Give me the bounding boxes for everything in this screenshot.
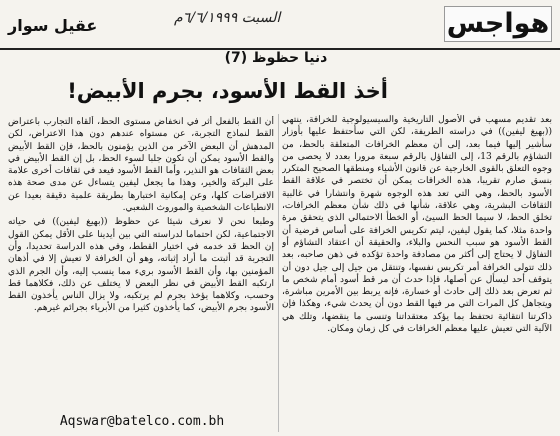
column-divider [278,114,279,432]
column-brand-logo: هواجس [444,6,552,42]
author-name: عقيل سوار [8,16,98,35]
paragraph: بعد تقديم مسهب في الأصول التاريخية والسيسيولوجية للخرافة، ينتهي ((بهيغ ليفين)) في دراسته الطريفة، لكن التي سأحتفظ عليها بأوزار سأشير إليها فيما بعد، إلى أن معظم الخرافات المتعلقة بالحظ، من التشاؤم بالرقم 13، إلى التفاؤل بالرقم سبعة مرورا بعدد لا يحصى من وجوه التعلق بالقوى الخارجية عن قانون الأشياء ومنطقها الصحيح المتكرر بنسق صارم تقريبا، هذه الخرافات يمكن أن تختصر في علاقة القط الأسود بالحظ، وهي التي تعد هذه الوجوه شهرة وانتشارا في غالبية الثقافات البشرية، وهي علاقة، شأنها في ذلك شأن معظم الخرافات، تخلق الحظ، لا سيما الحظ السيئ، أو الخطأ الاحتمالي الذي يتحقق مرة واحدة مثلا، كما يقول ليفين، ليتم تكريس الخرافة على أساس فرضية أن القط الأسود هو سبب النحس والبلاء، والحقيقة أن اعتقاد التشاؤم أو التفاؤل لا يحتاج إلى أكثر من مصادفة واحدة تؤكده في ذهن صاحبه، بعد ذلك تتولى الخرافة أمر تكريس نفسها، وتنتقل من جيل إلى جيل دون أن يتوقف أحد ليسأل عن أصلها، فإذا حدث أن مر قط أسود أمام شخص ما ثم تعرض بعد ذلك إلى حادث أو خسارة، فإنه يربط بين الأمرين مباشرة، ويتجاهل كل المرات التي مر فيها القط دون أن يحدث شيء، وهكذا فإن ذاكرتنا انتقائية تحتفظ بما يؤكد معتقداتنا وتنسى ما ينقضها، وتلك هي الآلية التي تعيش عليها معظم الخرافات في كل زمان ومكان. [282,115,552,335]
paragraph: وطبعا نحن لا نعرف شيئا عن حظوظ ((بهيغ ليفين)) في حياته الاجتماعية، لكن احتماما لدراسته التي بين أيدينا على الأقل يمكن القول إن الحظ قد خدمه في اختيار القطط، وفي هذه الدراسة تحديدا، وأن التجربة قد أثبتت ما أراد إثباته، وهو أن الخرافة لا تعيش إلا في أذهان المؤمنين بها، وأن القط الأسود بريء مما ينسب إليه، وأن الجرم الذي ارتكبه القط الأبيض في نظر البعض لا يختلف عن ذلك، فكلاهما قط وحسب، وكلاهما يؤخذ بجرم لم يرتكبه، ولا يزال الناس يأخذون القط الأسود بجرم الأبيض، كما يأخذون كثيرا من الأبرياء بجرائم غيرهم. [8,217,274,314]
article-headline: أخذ القط الأسود، بجرم الأبيض! [67,79,388,103]
article-column-right [282,114,552,430]
article-column-left [8,116,274,408]
series-title: دنيا حظوظ (7) [224,50,328,66]
publication-date: السبت ٦/٦/١٩٩٩م [174,10,281,26]
paragraph: أن القط بالفعل أثر في انخفاض مستوى الحظ، ألقاه التجارب باعتراض القط لنماذج التجربة، عن مستواه عندهم دون هذا الاعتراض، لكن المدهش أن البعض الآخر من الذين يؤمنون بالحظ، فإن القط الأبيض والقط الأسود يمكن أن تكون جلبا لسوء الحظ، بل إن القط الأبيض في بعض الثقافات هو النذير، وأما القط الأسود فيعد في ثقافات أخرى علامة على البركة والخير، وهذا ما يجعل ليفين يتساءل عن مدى صحة هذه الافتراضات كلها، وعن إمكانية اختبارها بطريقة علمية دقيقة بعيدا عن الانطباعات الشخصية والموروث الشعبي. [8,117,274,214]
column-header [0,0,560,50]
author-email: Aqswar@batelco.com.bh [59,414,225,429]
